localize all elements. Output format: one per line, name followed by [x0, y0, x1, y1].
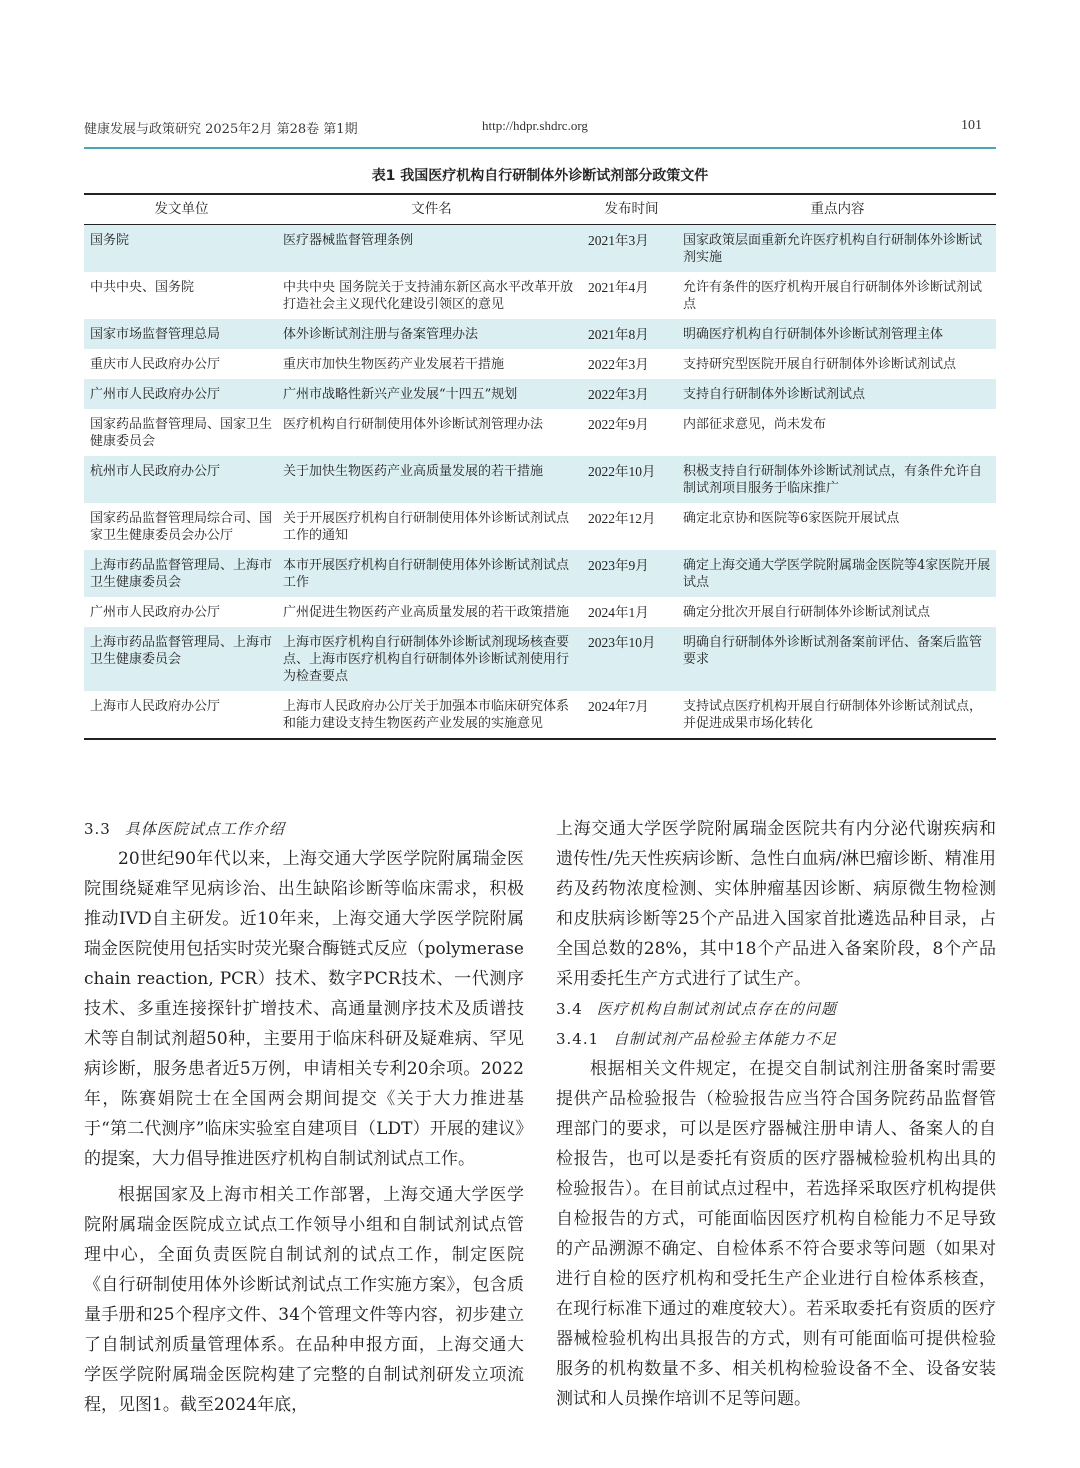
cell-issuer: 国务院 — [90, 233, 130, 248]
cell-key-content: 国家政策层面重新允许医疗机构自行研制体外诊断试剂实施 — [683, 233, 983, 265]
policy-table — [84, 193, 996, 740]
cell-key-content: 支持自行研制体外诊断试剂试点 — [683, 387, 866, 402]
column-header-issuer: 发文单位 — [154, 201, 209, 217]
cell-document: 医疗机构自行研制使用体外诊断试剂管理办法 — [283, 417, 544, 432]
running-header — [84, 118, 996, 140]
cell-key-content: 允许有条件的医疗机构开展自行研制体外诊断试剂试点 — [683, 280, 983, 312]
cell-document: 中共中央 国务院关于支持浦东新区高水平改革开放打造社会主义现代化建设引领区的意见 — [283, 280, 574, 312]
cell-date: 2023年10月 — [588, 635, 656, 650]
cell-issuer: 广州市人民政府办公厅 — [90, 605, 221, 620]
column-header-document: 文件名 — [411, 201, 452, 217]
cell-document: 关于开展医疗机构自行研制使用体外诊断试剂试点工作的通知 — [283, 511, 570, 543]
cell-document: 广州市战略性新兴产业发展“十四五”规划 — [283, 387, 518, 402]
cell-key-content: 确定北京协和医院等6家医院开展试点 — [683, 511, 900, 526]
cell-issuer: 上海市药品监督管理局、上海市卫生健康委员会 — [90, 635, 273, 667]
cell-date: 2024年1月 — [588, 605, 649, 620]
cell-document: 本市开展医疗机构自行研制使用体外诊断试剂试点工作 — [283, 558, 570, 590]
table-row — [84, 272, 996, 319]
cell-date: 2022年12月 — [588, 511, 656, 526]
cell-document: 关于加快生物医药产业高质量发展的若干措施 — [283, 464, 544, 479]
cell-date: 2022年10月 — [588, 464, 656, 479]
policy-table-container — [84, 193, 996, 740]
cell-document: 医疗器械监督管理条例 — [283, 233, 414, 248]
column-header-date: 发布时间 — [604, 201, 659, 217]
table-row — [84, 456, 996, 503]
table-row — [84, 627, 996, 691]
cell-document: 上海市人民政府办公厅关于加强本市临床研究体系和能力建设支持生物医药产业发展的实施意见 — [283, 699, 570, 731]
cell-issuer: 上海市药品监督管理局、上海市卫生健康委员会 — [90, 558, 273, 590]
header-rule — [84, 147, 996, 149]
journal-citation: 健康发展与政策研究 2025年2月 第28卷 第1期 — [84, 122, 358, 137]
cell-issuer: 国家药品监督管理局、国家卫生健康委员会 — [90, 417, 273, 449]
cell-date: 2022年9月 — [588, 417, 649, 432]
cell-document: 体外诊断试剂注册与备案管理办法 — [283, 327, 479, 342]
cell-date: 2022年3月 — [588, 357, 649, 372]
cell-document: 上海市医疗机构自行研制体外诊断试剂现场核查要点、上海市医疗机构自行研制体外诊断试剂使用行为检查要点 — [283, 635, 570, 684]
cell-key-content: 明确自行研制体外诊断试剂备案前评估、备案后监管要求 — [683, 635, 983, 667]
cell-issuer: 重庆市人民政府办公厅 — [90, 357, 221, 372]
table-row — [84, 691, 996, 739]
table-row — [84, 225, 996, 273]
cell-key-content: 支持研究型医院开展自行研制体外诊断试剂试点 — [683, 357, 957, 372]
paragraph: 根据相关文件规定，在提交自制试剂注册备案时需要提供产品检验报告（检验报告应当符合国务院药品监督管理部门的要求，可以是医疗器械注册申请人、备案人的自检报告，也可以是委托有资质的医疗器械检验机构出具的检验报告）。在目前试点过程中，若选择采取医疗机构提供自检报告的方式，可能面临因医疗机构自检能力不足导致的产品溯源不确定、自检体系不符合要求等问题（如果对进行自检的医疗机构和受托生产企业进行自检体系核查，在现行标准下通过的难度较大）。若采取委托有资质的医疗器械检验机构出具报告的方式，则有可能面临可提供检验服务的机构数量不多、相关机构检验设备不全、设备安装测试和人员操作培训不足等问题。 — [556, 1059, 996, 1409]
cell-issuer: 国家市场监督管理总局 — [90, 327, 221, 342]
cell-issuer: 上海市人民政府办公厅 — [90, 699, 221, 714]
page-number: 101 — [961, 118, 982, 133]
cell-date: 2023年9月 — [588, 558, 649, 573]
paragraph: 20世纪90年代以来，上海交通大学医学院附属瑞金医院围绕疑难罕见病诊治、出生缺陷诊断等临床需求，积极推动IVD自主研发。近10年来，上海交通大学医学院附属瑞金医院使用包括实时荧光聚合酶链式反应（polymerase chain reaction, PCR）技术、数字PCR技术、一代测序技术、多重连接探针扩增技术、高通量测序技术及质谱技术等自制试剂超50种，主要用于临床科研及疑难病、罕见病诊断，服务患者近5万例，申请相关专利20余项。2022年，陈赛娟院士在全国两会期间提交《关于大力推进基于“第二代测序”临床实验室自建项目（LDT）开展的建议》的提案，大力倡导推进医疗机构自制试剂试点工作。 — [84, 849, 524, 1169]
cell-document: 广州促进生物医药产业高质量发展的若干政策措施 — [283, 605, 570, 620]
section-heading-3-4: 3.4 医疗机构自制试剂试点存在的问题 — [556, 1000, 837, 1018]
section-heading-3-3: 3.3 具体医院试点工作介绍 — [84, 820, 285, 838]
cell-key-content: 内部征求意见，尚未发布 — [683, 417, 827, 432]
cell-date: 2021年3月 — [588, 233, 649, 248]
cell-date: 2024年7月 — [588, 699, 649, 714]
cell-document: 重庆市加快生物医药产业发展若干措施 — [283, 357, 505, 372]
table-row — [84, 349, 996, 379]
cell-date: 2022年3月 — [588, 387, 649, 402]
cell-issuer: 杭州市人民政府办公厅 — [90, 464, 221, 479]
cell-key-content: 支持试点医疗机构开展自行研制体外诊断试剂试点，并促进成果市场化转化 — [683, 699, 983, 731]
table-row — [84, 597, 996, 627]
section-heading-3-4-1: 3.4.1 自制试剂产品检验主体能力不足 — [556, 1030, 838, 1048]
cell-key-content: 明确医疗机构自行研制体外诊断试剂管理主体 — [683, 327, 944, 342]
cell-key-content: 确定上海交通大学医学院附属瑞金医院等4家医院开展试点 — [683, 558, 991, 590]
right-column — [556, 814, 996, 1414]
cell-key-content: 确定分批次开展自行研制体外诊断试剂试点 — [683, 605, 931, 620]
cell-date: 2021年8月 — [588, 327, 649, 342]
table-row — [84, 319, 996, 349]
journal-url[interactable]: http://hdpr.shdrc.org — [482, 118, 588, 133]
cell-issuer: 国家药品监督管理局综合司、国家卫生健康委员会办公厅 — [90, 511, 273, 543]
left-column — [84, 814, 524, 1420]
table-row — [84, 379, 996, 409]
table-row — [84, 550, 996, 597]
cell-key-content: 积极支持自行研制体外诊断试剂试点，有条件允许自制试剂项目服务于临床推广 — [683, 464, 983, 496]
paragraph: 上海交通大学医学院附属瑞金医院共有内分泌代谢疾病和遗传性/先天性疾病诊断、急性白血病/淋巴瘤诊断、精准用药及药物浓度检测、实体肿瘤基因诊断、病原微生物检测和皮肤病诊断等25个产品进入国家首批遴选品种目录，占全国总数的28%，其中18个产品进入备案阶段，8个产品采用委托生产方式进行了试生产。 — [556, 819, 996, 989]
table-row — [84, 409, 996, 456]
column-header-key-content: 重点内容 — [810, 201, 865, 217]
table-header-row — [84, 194, 996, 225]
paragraph: 根据国家及上海市相关工作部署，上海交通大学医学院附属瑞金医院成立试点工作领导小组和自制试剂试点管理中心，全面负责医院自制试剂的试点工作，制定医院《自行研制使用体外诊断试剂试点工作实施方案》，包含质量手册和25个程序文件、34个管理文件等内容，初步建立了自制试剂质量管理体系。在品种申报方面，上海交通大学医学院附属瑞金医院构建了完整的自制试剂研发立项流程，见图1。截至2024年底， — [84, 1185, 524, 1415]
table-title: 表1 我国医疗机构自行研制体外诊断试剂部分政策文件 — [371, 168, 709, 184]
cell-issuer: 中共中央、国务院 — [90, 280, 195, 295]
cell-issuer: 广州市人民政府办公厅 — [90, 387, 221, 402]
table-row — [84, 503, 996, 550]
cell-date: 2021年4月 — [588, 280, 649, 295]
